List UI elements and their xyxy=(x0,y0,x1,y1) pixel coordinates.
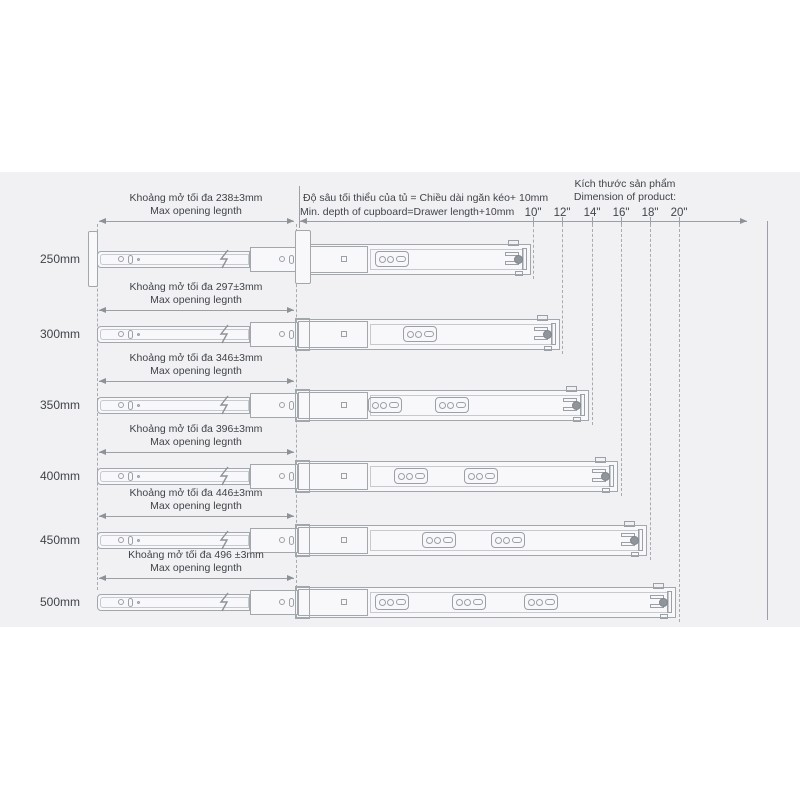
rear-bracket-bottom-tab xyxy=(544,346,552,351)
drawer-circle-hole xyxy=(118,473,124,479)
slot-circle-hole xyxy=(379,256,386,263)
max-opening-dimension-arrowhead-left xyxy=(99,513,106,519)
slot-circle-hole xyxy=(398,473,405,480)
slot-circle-hole xyxy=(476,473,483,480)
intermediate-circle-hole xyxy=(279,331,285,337)
slot-circle-hole xyxy=(387,599,394,606)
slot-circle-hole xyxy=(464,599,471,606)
slot-oblong-hole xyxy=(443,537,453,543)
front-bracket-tall xyxy=(295,230,311,284)
intermediate-circle-hole xyxy=(279,537,285,543)
projection-line-18in xyxy=(650,224,651,560)
cabinet-member-inner-profile xyxy=(370,592,669,613)
front-mounting-square-hole xyxy=(341,537,347,543)
intermediate-slot-hole xyxy=(289,536,294,545)
rear-bracket-bottom-tab xyxy=(573,417,581,422)
slot-circle-hole xyxy=(426,537,433,544)
front-mounting-square-hole xyxy=(341,256,347,262)
max-opening-text-en: Max opening legnth xyxy=(150,436,242,448)
max-opening-text-en: Max opening legnth xyxy=(150,562,242,574)
rear-bracket-top-tab xyxy=(595,457,606,463)
drawer-circle-hole xyxy=(118,402,124,408)
intermediate-slot-hole xyxy=(289,330,294,339)
slot-circle-hole xyxy=(528,599,535,606)
slot-oblong-hole xyxy=(389,402,399,408)
inch-label-16: 16" xyxy=(612,207,630,219)
cupboard-depth-arrowhead-right xyxy=(740,218,747,224)
inch-label-10: 10" xyxy=(524,207,542,219)
inch-label-12: 12" xyxy=(553,207,571,219)
max-opening-text-vi: Khoảng mở tối đa 496 ±3mm xyxy=(128,549,264,561)
intermediate-slot-hole xyxy=(289,472,294,481)
drawer-slot-hole xyxy=(128,598,133,607)
projection-line-14in xyxy=(592,224,593,425)
length-label-300mm: 300mm xyxy=(39,327,80,341)
max-opening-text-vi: Khoảng mở tối đa 396±3mm xyxy=(129,423,263,435)
front-mounting-square-hole xyxy=(341,599,347,605)
max-opening-dimension-arrowhead-right xyxy=(287,378,294,384)
slot-oblong-hole xyxy=(424,331,434,337)
rear-bracket-pin-circle xyxy=(601,472,610,481)
max-opening-text-vi: Khoảng mở tối đa 238±3mm xyxy=(129,192,263,204)
slot-circle-hole xyxy=(380,402,387,409)
max-opening-dimension-arrowhead-left xyxy=(99,449,106,455)
slot-circle-hole xyxy=(439,402,446,409)
slot-circle-hole xyxy=(536,599,543,606)
rear-bracket-bottom-tab xyxy=(631,552,639,557)
projection-line-16in xyxy=(621,224,622,496)
intermediate-slot-hole xyxy=(289,255,294,264)
length-label-400mm: 400mm xyxy=(39,469,80,483)
slot-circle-hole xyxy=(447,402,454,409)
front-junction-cap xyxy=(295,318,310,351)
min-depth-formula-vi: Độ sâu tối thiểu của tủ = Chiều dài ngăn kéo+ 10mm xyxy=(303,192,549,204)
front-mounting-square-hole xyxy=(341,331,347,337)
drawer-dot-hole xyxy=(137,539,140,542)
max-opening-dimension-arrowhead-right xyxy=(287,449,294,455)
max-opening-dimension-arrowhead-right xyxy=(287,575,294,581)
max-opening-dimension-arrowhead-left xyxy=(99,378,106,384)
max-opening-dimension-arrowhead-left xyxy=(99,575,106,581)
cabinet-member-inner-profile xyxy=(370,324,553,345)
rear-bracket-bottom-tab xyxy=(515,271,523,276)
slot-circle-hole xyxy=(434,537,441,544)
projection-line-20in xyxy=(679,224,680,622)
rear-bracket-top-tab xyxy=(624,521,635,527)
max-opening-dimension-line xyxy=(99,381,294,382)
max-opening-text-vi: Khoảng mở tối đa 446±3mm xyxy=(129,487,263,499)
max-opening-dimension-arrowhead-right xyxy=(287,218,294,224)
front-junction-cap xyxy=(295,460,310,493)
slot-circle-hole xyxy=(407,331,414,338)
rear-bracket-bottom-tab xyxy=(602,488,610,493)
intermediate-circle-hole xyxy=(279,402,285,408)
break-symbol-icon xyxy=(218,466,232,486)
rear-bracket-pin-circle xyxy=(630,536,639,545)
slot-circle-hole xyxy=(387,256,394,263)
slot-oblong-hole xyxy=(473,599,483,605)
rear-bracket-top-tab xyxy=(566,386,577,392)
projection-line-10in xyxy=(533,224,534,279)
drawer-slot-hole xyxy=(128,401,133,410)
drawer-circle-hole xyxy=(118,256,124,262)
max-opening-dimension-arrowhead-left xyxy=(99,218,106,224)
drawer-circle-hole xyxy=(118,537,124,543)
inch-label-18: 18" xyxy=(641,207,659,219)
slot-circle-hole xyxy=(503,537,510,544)
rear-bracket-top-tab xyxy=(508,240,519,246)
break-symbol-icon xyxy=(218,530,232,550)
slot-oblong-hole xyxy=(396,599,406,605)
front-mounting-square-hole xyxy=(341,473,347,479)
drawer-slot-hole xyxy=(128,536,133,545)
length-label-450mm: 450mm xyxy=(39,533,80,547)
rear-bracket-top-tab xyxy=(537,315,548,321)
front-mounting-square-hole xyxy=(341,402,347,408)
drawer-slot-hole xyxy=(128,472,133,481)
rear-bracket-pin-circle xyxy=(514,255,523,264)
max-opening-dimension-line xyxy=(99,516,294,517)
slot-oblong-hole xyxy=(396,256,406,262)
intermediate-circle-hole xyxy=(279,599,285,605)
max-opening-dimension-arrowhead-left xyxy=(99,307,106,313)
slot-circle-hole xyxy=(379,599,386,606)
max-opening-text-en: Max opening legnth xyxy=(150,500,242,512)
intermediate-slot-hole xyxy=(289,401,294,410)
break-symbol-icon xyxy=(218,324,232,344)
max-opening-dimension-arrowhead-right xyxy=(287,513,294,519)
slot-circle-hole xyxy=(495,537,502,544)
slot-oblong-hole xyxy=(415,473,425,479)
drawer-dot-hole xyxy=(137,258,140,261)
product-dimension-en: Dimension of product: xyxy=(573,191,677,203)
slot-circle-hole xyxy=(468,473,475,480)
diagram-right-boundary-line xyxy=(767,221,768,620)
rear-left-bracket-tall xyxy=(88,231,98,287)
front-junction-cap xyxy=(295,586,310,619)
slot-circle-hole xyxy=(406,473,413,480)
rear-bracket-bottom-tab xyxy=(660,614,668,619)
max-opening-text-en: Max opening legnth xyxy=(150,365,242,377)
rear-bracket-pin-circle xyxy=(572,401,581,410)
drawer-dot-hole xyxy=(137,333,140,336)
intermediate-circle-hole xyxy=(279,473,285,479)
drawer-dot-hole xyxy=(137,601,140,604)
front-junction-cap xyxy=(295,389,310,422)
drawer-circle-hole xyxy=(118,331,124,337)
rear-bracket-top-tab xyxy=(653,583,664,589)
drawer-dot-hole xyxy=(137,404,140,407)
drawer-dot-hole xyxy=(137,475,140,478)
slot-oblong-hole xyxy=(545,599,555,605)
slot-oblong-hole xyxy=(485,473,495,479)
length-label-500mm: 500mm xyxy=(39,595,80,609)
drawer-circle-hole xyxy=(118,599,124,605)
slot-circle-hole xyxy=(372,402,379,409)
rear-bracket-pin-circle xyxy=(659,598,668,607)
intermediate-slot-hole xyxy=(289,598,294,607)
max-opening-text-en: Max opening legnth xyxy=(150,294,242,306)
break-symbol-icon xyxy=(218,249,232,269)
projection-line-12in xyxy=(562,224,563,354)
max-opening-text-en: Max opening legnth xyxy=(150,205,242,217)
slot-circle-hole xyxy=(456,599,463,606)
max-opening-text-vi: Khoảng mở tối đa 297±3mm xyxy=(129,281,263,293)
max-opening-dimension-arrowhead-right xyxy=(287,307,294,313)
intermediate-circle-hole xyxy=(279,256,285,262)
length-label-350mm: 350mm xyxy=(39,398,80,412)
drawer-slot-hole xyxy=(128,255,133,264)
slot-oblong-hole xyxy=(512,537,522,543)
front-junction-cap xyxy=(295,524,310,557)
break-symbol-icon xyxy=(218,592,232,612)
drawer-slot-hole xyxy=(128,330,133,339)
max-opening-dimension-line xyxy=(99,452,294,453)
max-opening-dimension-line xyxy=(99,310,294,311)
cabinet-front-reference-line xyxy=(299,186,300,228)
break-symbol-icon xyxy=(218,395,232,415)
slot-circle-hole xyxy=(415,331,422,338)
cupboard-depth-arrowhead-left xyxy=(300,218,307,224)
inch-label-20: 20" xyxy=(670,207,688,219)
min-depth-formula-en: Min. depth of cupboard=Drawer length+10mm xyxy=(300,206,515,218)
product-dimension-vi: Kích thước sản phẩm xyxy=(574,178,676,190)
length-label-250mm: 250mm xyxy=(39,252,80,266)
max-opening-dimension-line xyxy=(99,578,294,579)
max-opening-dimension-line xyxy=(99,221,294,222)
max-opening-text-vi: Khoảng mở tối đa 346±3mm xyxy=(129,352,263,364)
slot-oblong-hole xyxy=(456,402,466,408)
inch-label-14: 14" xyxy=(583,207,601,219)
rear-bracket-pin-circle xyxy=(543,330,552,339)
